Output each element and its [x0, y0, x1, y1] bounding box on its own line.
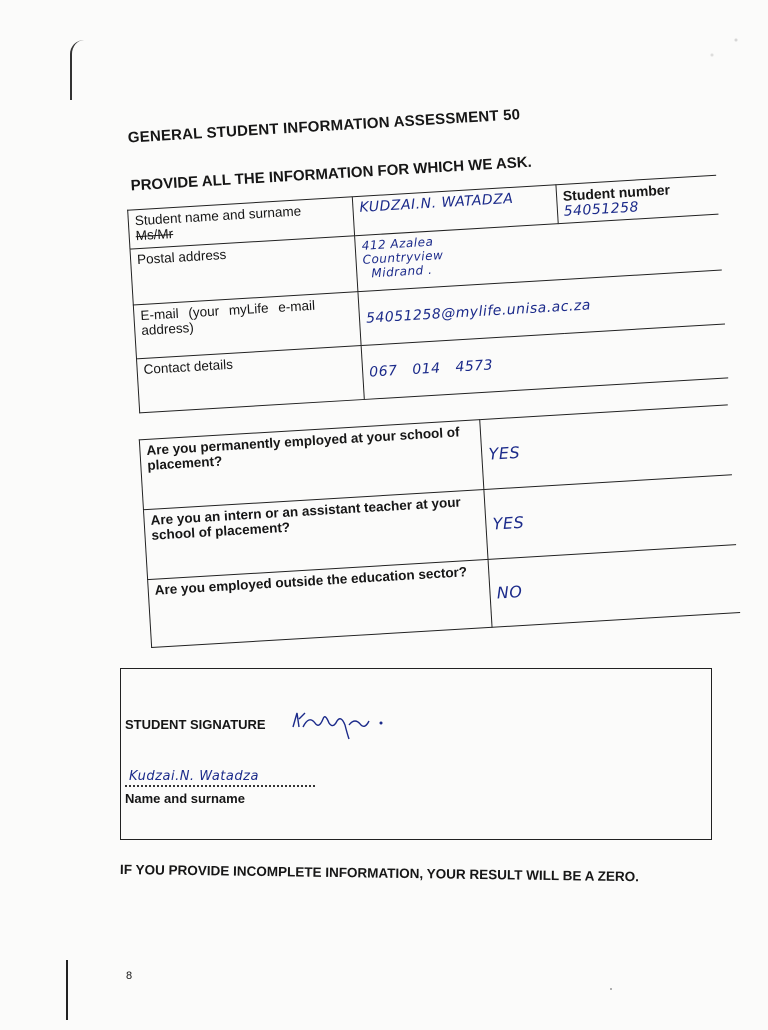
email-label: E-mail (your myLife e-mail	[140, 297, 316, 324]
signature-scribble	[289, 705, 399, 741]
postal-address-label: Postal address	[136, 246, 227, 268]
postal-line-1: 412 Azalea	[361, 234, 434, 253]
document-title: GENERAL STUDENT INFORMATION ASSESSMENT 50	[127, 106, 521, 147]
contact-value: 067 014 4573	[368, 356, 494, 381]
question-permanent: Are you permanently employed at your school of placement?	[146, 424, 460, 473]
email-value: 54051258@mylife.unisa.ac.za	[365, 296, 592, 327]
answer-permanent: YES	[488, 442, 521, 464]
student-number-value: 54051258	[563, 199, 640, 220]
student-name-value: KUDZAI.N. WATADZA	[359, 190, 514, 216]
postal-line-3: Midrand .	[371, 262, 433, 281]
question-outside: Are you employed outside the education sector?	[154, 564, 468, 598]
student-name-label: Student name and surname	[134, 203, 302, 229]
incomplete-warning: IF YOU PROVIDE INCOMPLETE INFORMATION, YOUR RESULT WILL BE A ZERO.	[119, 862, 640, 885]
answer-outside: NO	[496, 581, 523, 603]
contact-details-label: Contact details	[143, 356, 234, 377]
answer-intern: YES	[492, 512, 525, 534]
signature-box	[120, 668, 712, 840]
employment-table	[139, 404, 740, 648]
question-intern: Are you an intern or an assistant teacher at your school of placement?	[150, 494, 462, 543]
handwritten-name: Kudzai.N. Watadza	[129, 769, 259, 784]
student-number-label: Student number	[562, 181, 671, 204]
answer-outside-cell	[488, 545, 740, 628]
title-label-text: Ms/Mr	[135, 226, 174, 244]
postal-line-2: Countryview	[362, 248, 444, 267]
student-signature	[289, 705, 399, 746]
student-details-table	[127, 175, 728, 414]
signature-label: STUDENT SIGNATURE	[125, 717, 266, 732]
page-number: 8	[126, 970, 133, 982]
name-surname-label: Name and surname	[125, 791, 245, 806]
email-label-2: address)	[140, 319, 195, 339]
instruction-heading: PROVIDE ALL THE INFORMATION FOR WHICH WE ASK.	[130, 153, 533, 195]
scan-speck	[610, 988, 612, 990]
name-dotted-line	[125, 785, 315, 787]
